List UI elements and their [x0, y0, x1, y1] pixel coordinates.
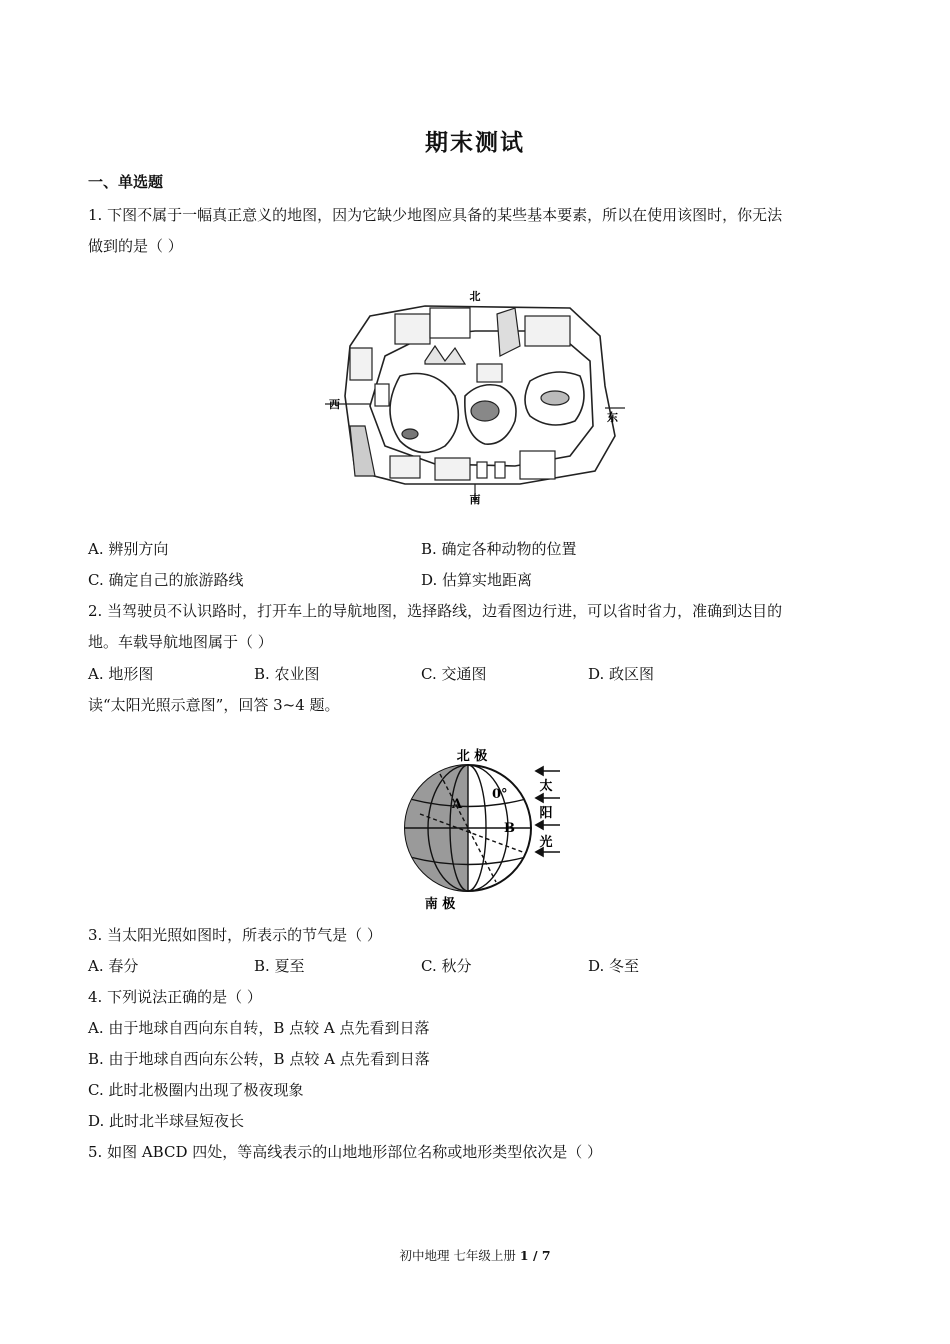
q4-option-c: C. 此时北极圈内出现了极夜现象 — [88, 1081, 304, 1099]
q3-option-a: A. 春分 — [88, 957, 139, 975]
q1-stem-line1: 1. 下图不属于一幅真正意义的地图，因为它缺少地图应具备的某些基本要素，所以在使用该图时，你无法 — [88, 206, 783, 224]
zoo-map-west-label: 西 — [329, 398, 340, 411]
zoo-map-east-label: 东 — [607, 411, 618, 424]
q1-option-d: D. 估算实地距离 — [421, 571, 533, 589]
page-title: 期末测试 — [425, 130, 525, 156]
zoo-map-north-label: 北 — [469, 290, 481, 303]
sun-diagram-point-b: B — [504, 821, 515, 836]
q3-option-d: D. 冬至 — [588, 957, 640, 975]
q1-option-a: A. 辨别方向 — [88, 540, 169, 558]
sun-char-3: 光 — [539, 835, 553, 850]
q3-option-c: C. 秋分 — [421, 957, 472, 975]
sun-char-2: 阳 — [539, 806, 553, 821]
sun-char-1: 太 — [539, 779, 553, 794]
q2-option-d: D. 政区图 — [588, 665, 655, 683]
page-number: 1 / 7 — [519, 1248, 551, 1263]
page-footer — [0, 1246, 950, 1264]
sun-diagram-point-a: A — [452, 797, 463, 812]
q2-option-c: C. 交通图 — [421, 665, 487, 683]
q2-stem-line2: 地。车载导航地图属于（ ） — [88, 633, 273, 651]
q1-option-b: B. 确定各种动物的位置 — [421, 540, 577, 558]
footer-text: 初中地理 七年级上册 — [399, 1248, 520, 1263]
q2-option-a: A. 地形图 — [88, 665, 154, 683]
q2-stem-line1: 2. 当驾驶员不认识路时，打开车上的导航地图，选择路线，边看图边行进，可以省时省力，准确到达目的 — [88, 602, 783, 620]
sun-diagram-south-pole: 南 极 — [424, 897, 456, 912]
sun-diagram-angle: 0° — [492, 787, 508, 802]
q4-option-a: A. 由于地球自西向东自转，B 点较 A 点先看到日落 — [88, 1019, 430, 1037]
sun-diagram-north-pole: 北 极 — [456, 749, 488, 764]
q4-option-b: B. 由于地球自西向东公转，B 点较 A 点先看到日落 — [88, 1050, 430, 1068]
intro-q3-q4: 读“太阳光照示意图”，回答 3~4 题。 — [88, 696, 340, 714]
q4-stem: 4. 下列说法正确的是（ ） — [88, 988, 262, 1006]
q1-option-c: C. 确定自己的旅游路线 — [88, 571, 244, 589]
q3-option-b: B. 夏至 — [254, 957, 305, 975]
q3-stem: 3. 当太阳光照如图时，所表示的节气是（ ） — [88, 926, 382, 944]
q5-stem: 5. 如图 ABCD 四处，等高线表示的山地地形部位名称或地形类型依次是（ ） — [88, 1143, 603, 1161]
section-heading: 一、单选题 — [88, 173, 164, 191]
q1-stem-line2: 做到的是（ ） — [88, 237, 183, 255]
zoo-map-south-label: 南 — [469, 493, 481, 506]
sun-illumination-figure — [400, 744, 565, 912]
q2-option-b: B. 农业图 — [254, 665, 320, 683]
q4-option-d: D. 此时北半球昼短夜长 — [88, 1112, 245, 1130]
zoo-map-figure — [325, 286, 625, 508]
